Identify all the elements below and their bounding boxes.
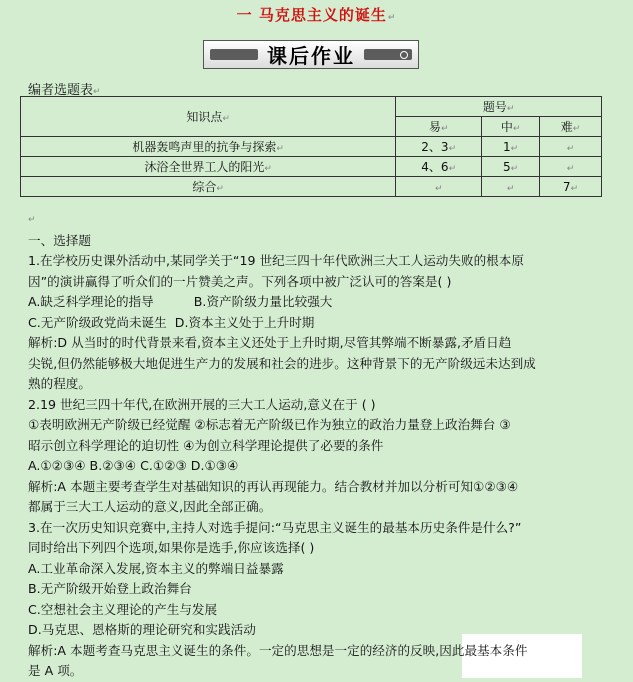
q2-stem-line: 昭示创立科学理论的迫切性 ④为创立科学理论提供了必要的条件: [28, 437, 384, 453]
q2-options-line: A.①②③④ B.②③④ C.①②③ D.①③④: [28, 458, 239, 473]
q1-stem-line: 因”的演讲赢得了听众们的一片赞美之声。下列各项中被广泛认可的答案是( ): [28, 273, 452, 289]
easy-cell: 2、3↵: [396, 137, 482, 157]
q3-stem-line: 3.在一次历史知识竞赛中,主持人对选手提问:“马克思主义诞生的最基本历史条件是什么?”: [28, 519, 522, 535]
q2-stem-line: 2.19 世纪三四十年代,在欧洲开展的三大工人运动,意义在于 ( ): [28, 396, 376, 412]
section-heading: 一、选择题: [28, 232, 91, 248]
banner-text: 课后作业: [267, 44, 355, 68]
q1-options-line: A.缺乏科学理论的指导 B.资产阶级力量比较强大: [28, 294, 333, 309]
header-easy: 易↵: [396, 117, 482, 137]
medium-cell: ↵: [482, 177, 540, 197]
topic-cell: 机器轰鸣声里的抗争与探索↵: [21, 137, 396, 157]
header-hard: 难↵: [540, 117, 602, 137]
topic-cell: 综合↵: [21, 177, 396, 197]
q2-explanation-line: 解析:A 本题主要考查学生对基础知识的再认再现能力。结合教材并加以分析可知①②③④: [28, 478, 519, 494]
topic-cell: 沐浴全世界工人的阳光↵: [21, 157, 396, 177]
q3-explanation-line: 解析:A 本题考查马克思主义诞生的条件。一定的思想是一定的经济的反映,因此最基本条件: [28, 642, 528, 658]
hard-cell: ↵: [540, 157, 602, 177]
table-row: [21, 177, 602, 197]
table-label: 编者选题表↵: [28, 83, 101, 98]
q3-option-d: D.马克思、恩格斯的理论研究和实践活动: [28, 622, 256, 637]
q1-explanation-line: 解析:D 从当时的时代背景来看,资本主义还处于上升时期,尽管其弊端不断暴露,矛盾日趋: [28, 335, 512, 350]
q2-explanation-line: 都属于三大工人运动的意义,因此全部正确。: [28, 499, 272, 514]
table-row: [21, 137, 602, 157]
medium-cell: 1↵: [482, 137, 540, 157]
header-knowledge: 知识点↵: [21, 97, 396, 137]
hard-cell: 7↵: [540, 177, 602, 197]
q1-explanation-line: 熟的程度。: [28, 376, 91, 391]
banner-left-decoration: [210, 49, 258, 60]
q2-stem-line: ①表明欧洲无产阶级已经觉醒 ②标志着无产阶级已作为独立的政治力量登上政治舞台 ③: [28, 417, 511, 432]
easy-cell: 4、6↵: [396, 157, 482, 177]
q3-option-c: C.空想社会主义理论的产生与发展: [28, 601, 218, 617]
topic-selection-table: [20, 96, 602, 197]
easy-cell: ↵: [396, 177, 482, 197]
hard-cell: ↵: [540, 137, 602, 157]
document-title: 一 马克思主义的诞生↵: [236, 6, 397, 24]
table-row: [21, 157, 602, 177]
q3-explanation-line: 是 A 项。: [28, 663, 83, 678]
banner-right-decoration: [364, 49, 412, 60]
q1-explanation-line: 尖锐,但仍然能够极大地促进生产力的发展和社会的进步。这种背景下的无产阶级远未达到成: [28, 355, 536, 371]
q3-option-b: B.无产阶级开始登上政治舞台: [28, 581, 192, 596]
q1-options-line: C.无产阶级政党尚未诞生 D.资本主义处于上升时期: [28, 314, 315, 330]
q3-option-a: A.工业革命深入发展,资本主义的弊端日益暴露: [28, 560, 284, 576]
header-question-number: 题号↵: [396, 97, 602, 117]
header-medium: 中↵: [482, 117, 540, 137]
q3-stem-line: 同时给出下列四个选项,如果你是选手,你应该选择( ): [28, 540, 315, 555]
q1-stem-line: 1.在学校历史课外活动中,某同学关于“19 世纪三四十年代欧洲三大工人运动失败的根本原: [28, 253, 524, 268]
medium-cell: 5↵: [482, 157, 540, 177]
homework-banner: [203, 40, 419, 69]
question-body: ↵ 一、选择题 1.在学校历史课外活动中,某同学关于“19 世纪三四十年代欧洲三大工人运动失败的根本原 因”的演讲赢得了听众们的一片赞美之声。下列各项中被广泛认可的答案是( ) A.缺乏科学理论的指导 B.资产阶级力量比较强大 C.无产阶级政党尚未诞生 D.资本主义处于上升时期 解析:D 从当时的时代背景来看,资本主义还处于上升时期,尽管其弊端不断暴露,矛盾日趋 尖锐,但仍然能够极大地促进生产力的发展和社会的进步。这种背景下的无产阶级远未达到成 熟的程度。 2.19 世纪三四十年代,在欧洲开展的三大工人运动,意义在于 ( ) ①表明欧洲无产阶级已经觉醒 ②标志着无产阶级已作为独立的政治力量登上政治舞台 ③ 昭示创立科学理论的迫切性 ④为创立科学理论提供了必要的条件 A.①②③④ B.②③④ C.①②③ D.①③④ 解析:A 本题主要考查学生对基础知识的再认再现能力。结合教材并加以分析可知①②③④ 都属于三大工人运动的意义,因此全部正确。 3.在一次历史知识竞赛中,主持人对选手提问:“马克思主义诞生的最基本历史条件是什么?” 同时给出下列四个选项,如果你是选手,你应该选择( ) A.工业革命深入发展,资本主义的弊端日益暴露 B.无产阶级开始登上政治舞台 C.空想社会主义理论的产生与发展 D.马克思、恩格斯的理论研究和实践活动 解析:A 本题考查马克思主义诞生的条件。一定的思想是一定的经济的反映,因此最基本条件 是 A 项。: [28, 208, 600, 682]
